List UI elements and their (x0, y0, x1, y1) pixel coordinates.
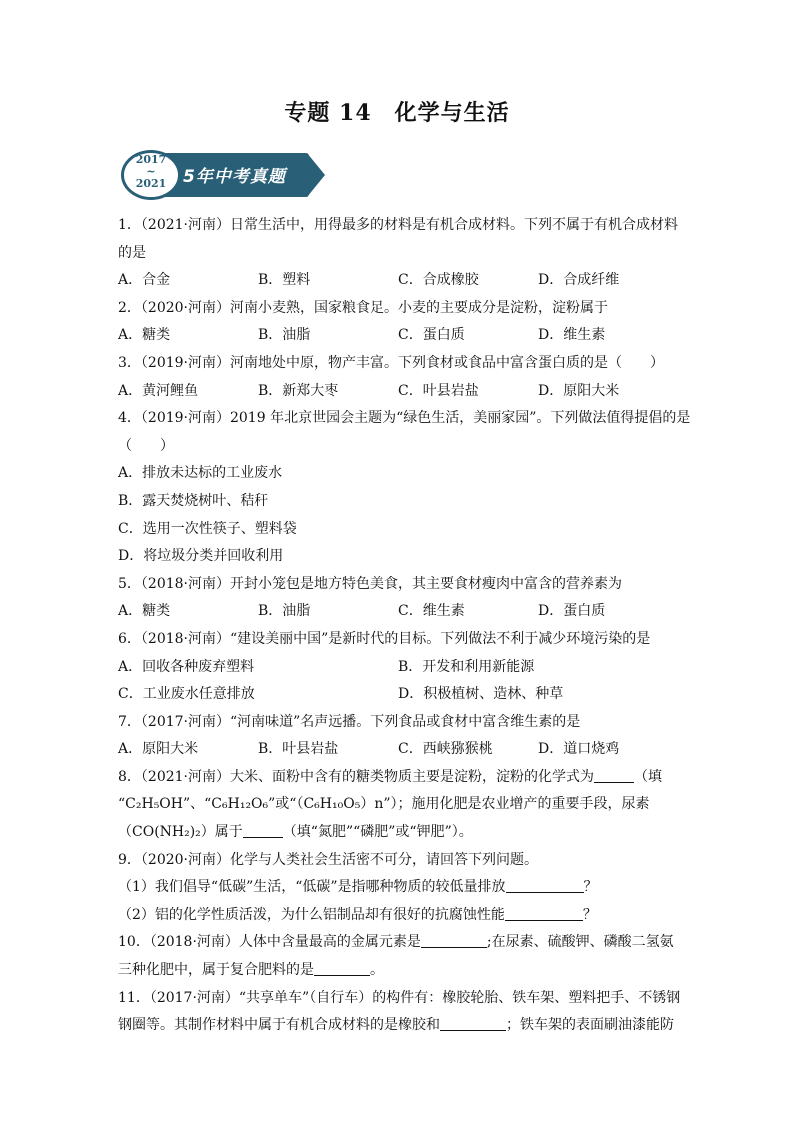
question-stem-cont (118, 1012, 678, 1040)
stem-text: 钢圈等。其制作材料中属于有机合成材料的是橡胶和 (118, 1017, 440, 1034)
section-banner (121, 150, 331, 200)
option-d: D．原阳大米 (538, 382, 620, 399)
option-c: C．合成橡胶 (398, 272, 479, 289)
page-title: 专题 14 化学与生活 (284, 100, 510, 126)
option-b: B．开发和利用新能源 (398, 658, 535, 675)
stem-text: （2）铝的化学性质活泼，为什么铝制品却有很好的抗腐蚀性能 (118, 906, 505, 923)
stem-text: ；铁车架的表面刷油漆能防 (506, 1017, 674, 1034)
answer-blank[interactable] (506, 876, 584, 893)
option-a: A．合金 (118, 272, 171, 289)
option-a: A．黄河鲤鱼 (118, 382, 199, 399)
options-row (118, 681, 678, 709)
option-a: A．排放未达标的工业废水 (118, 465, 283, 482)
question-stem (118, 764, 678, 792)
stem-text: （填 (634, 768, 662, 785)
year-range (121, 154, 181, 190)
answer-blank[interactable] (314, 959, 370, 976)
sub-question (118, 902, 678, 930)
answer-blank[interactable] (440, 1014, 506, 1031)
question-stem-cont (118, 957, 678, 985)
stem-text: （1）我们倡导“低碳”生活，“低碳”是指哪种物质的较低量排放 (118, 879, 506, 896)
stem-text: （填“氮肥”“磷肥”或“钾肥”）。 (282, 824, 473, 841)
option-c: C．维生素 (398, 603, 465, 620)
option-c: C．叶县岩盐 (398, 382, 479, 399)
answer-blank[interactable] (594, 766, 634, 783)
question-stem-cont (118, 819, 678, 847)
option-a: A．原阳大米 (118, 741, 199, 758)
option-b: B．油脂 (258, 603, 311, 620)
year-start: 2017 (135, 153, 167, 166)
option-d: D．积极植树、造林、种草 (398, 686, 564, 703)
question-stem: 4．（2019·河南）2019 年北京世园会主题为“绿色生活，美丽家园”。下列做法值得提倡的是 (118, 410, 691, 427)
option-a: A．回收各种废弃塑料 (118, 658, 255, 675)
sub-question (118, 874, 678, 902)
question-list (118, 212, 691, 1040)
stem-text: （CO(NH₂)₂）属于 (118, 824, 243, 841)
option-a: A．糖类 (118, 327, 171, 344)
options-row (118, 322, 678, 350)
option-c: C．选用一次性筷子、塑料袋 (118, 520, 297, 537)
options-row (118, 267, 678, 295)
banner-label: 5年中考真题 (183, 167, 286, 187)
option-b: B．叶县岩盐 (258, 741, 339, 758)
year-tilde: ~ (146, 165, 156, 178)
stem-text: ;在尿素、硫酸钾、磷酸二氢氨 (486, 934, 674, 951)
stem-text: 10．（2018·河南）人体中含量最高的金属元素是 (118, 934, 421, 951)
question-stem: 5．（2018·河南）开封小笼包是地方特色美食，其主要食材瘦肉中富含的营养素为 (118, 575, 622, 592)
option-b: B．露天焚烧树叶、秸秆 (118, 492, 269, 509)
question-stem: 2．（2020·河南）河南小麦熟，国家粮食足。小麦的主要成分是淀粉，淀粉属于 (118, 299, 608, 316)
question-stem: 11．（2017·河南）“共享单车”（自行车）的构件有：橡胶轮胎、铁车架、塑料把手、不锈钢 (118, 989, 681, 1006)
stem-text: ？ (582, 906, 597, 923)
answer-blank[interactable] (421, 931, 487, 948)
options-row (118, 736, 678, 764)
option-b: B．塑料 (258, 272, 311, 289)
question-stem-cont: （ ） (118, 437, 174, 454)
option-d: D．将垃圾分类并回收利用 (118, 548, 284, 565)
options-row (118, 654, 678, 682)
option-c: C．西峡猕猴桃 (398, 741, 493, 758)
answer-blank[interactable] (505, 904, 583, 921)
stem-text: 三种化肥中，属于复合肥料的是 (118, 962, 314, 979)
stem-text: 8．（2021·河南）大米、面粉中含有的糖类物质主要是淀粉，淀粉的化学式为 (118, 768, 594, 785)
question-stem-cont: “C₂H₅OH”、“C₆H₁₂O₆”或“（C₆H₁₀O₅）n”）；施用化肥是农业增产的重要手段，尿素 (118, 796, 650, 813)
question-stem: 7．（2017·河南）“河南味道”名声远播。下列食品或食材中富含维生素的是 (118, 713, 581, 730)
stem-text: 。 (370, 962, 384, 979)
question-stem-cont: 的是 (118, 244, 146, 261)
question-stem: 9．（2020·河南）化学与人类社会生活密不可分，请回答下列问题。 (118, 851, 538, 868)
question-stem: 3．（2019·河南）河南地处中原，物产丰富。下列食材或食品中富含蛋白质的是（ ） (118, 354, 664, 371)
option-d: D．蛋白质 (538, 603, 606, 620)
option-d: D．维生素 (538, 327, 606, 344)
options-row (118, 598, 678, 626)
year-end: 2021 (135, 177, 167, 190)
option-d: D．合成纤维 (538, 272, 620, 289)
answer-blank[interactable] (243, 821, 283, 838)
option-c: C．蛋白质 (398, 327, 465, 344)
stem-text: ？ (583, 879, 598, 896)
option-b: B．油脂 (258, 327, 311, 344)
option-c: C．工业废水任意排放 (118, 686, 255, 703)
options-row (118, 378, 678, 406)
option-a: A．糖类 (118, 603, 171, 620)
question-stem: 6．（2018·河南）“建设美丽中国”是新时代的目标。下列做法不利于减少环境污染的是 (118, 630, 651, 647)
question-stem: 1．（2021·河南）日常生活中，用得最多的材料是有机合成材料。下列不属于有机合成材料 (118, 217, 678, 233)
banner-arrow-icon (307, 153, 325, 197)
question-stem (118, 929, 678, 957)
option-b: B．新郑大枣 (258, 382, 339, 399)
option-d: D．道口烧鸡 (538, 741, 620, 758)
